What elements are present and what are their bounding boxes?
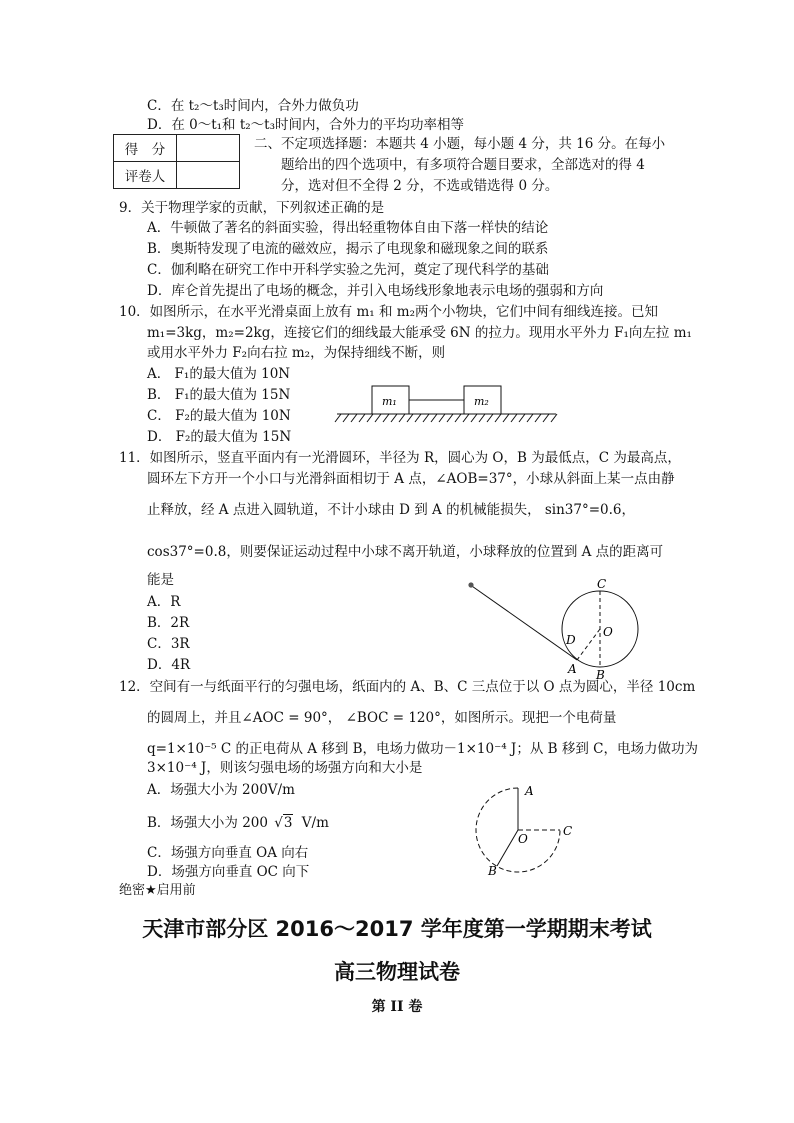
q9-stem: 9．关于物理学家的贡献，下列叙述正确的是 — [119, 200, 385, 216]
q12-option-b — [147, 814, 329, 832]
label-d: D — [566, 633, 576, 647]
sqrt-symbol: √3 — [274, 815, 293, 831]
label-c: C — [563, 824, 573, 838]
q12-option-a: A．场强大小为 200V/m — [147, 782, 295, 798]
q9-option-a: A．牛顿做了著名的斜面实验，得出轻重物体自由下落一样快的结论 — [147, 220, 549, 236]
q10-line2: m₁=3kg，m₂=2kg，连接它们的细线最大能承受 6N 的拉力。现用水平外力 F₁向左拉 m₁ — [147, 325, 692, 341]
q10-option-d: D． F₂的最大值为 15N — [147, 429, 292, 445]
label-b: B — [488, 864, 497, 878]
q9-option-d: D．库仑首先提出了电场的概念，并引入电场线形象地表示电场的强弱和方向 — [147, 283, 604, 299]
q8-option-c: C．在 t₂～t₃时间内，合外力做负功 — [147, 98, 359, 114]
grader-cell — [177, 162, 240, 189]
q10-line3: 或用水平外力 F₂向右拉 m₂，为保持细线不断，则 — [147, 345, 446, 361]
score-cell — [177, 135, 240, 162]
label-a: A — [525, 784, 534, 798]
q10-figure — [335, 382, 560, 424]
q12-line1: 12．空间有一与纸面平行的匀强电场，纸面内的 A、B、C 三点位于以 O 点为圆心，半径 10cm — [119, 679, 696, 695]
q12-option-b-text: B．场强大小为 200 — [147, 815, 268, 831]
radicand: 3 — [283, 815, 293, 831]
label-a: A — [568, 662, 577, 676]
score-label: 得 分 — [114, 135, 177, 162]
q11-figure — [455, 576, 655, 682]
grader-label: 评卷人 — [114, 162, 177, 189]
q11-option-c: C．3R — [147, 636, 190, 652]
q9-option-b: B．奥斯特发现了电流的磁效应，揭示了电现象和磁现象之间的联系 — [147, 241, 549, 257]
q12-option-c: C．场强方向垂直 OA 向右 — [147, 845, 309, 861]
exam-title: 天津市部分区 2016～2017 学年度第一学期期末考试 — [142, 917, 652, 941]
section2-line1: 二、不定项选择题：本题共 4 小题，每小题 4 分，共 16 分。在每小 — [254, 136, 666, 152]
q8-option-d: D．在 0～t₁和 t₂～t₃时间内，合外力的平均功率相等 — [147, 117, 465, 133]
section2-line2: 题给出的四个选项中，有多项符合题目要求，全部选对的得 4 — [281, 157, 645, 173]
q10-option-c: C． F₂的最大值为 10N — [147, 408, 291, 424]
q9-option-c: C．伽利略在研究工作中开科学实验之先河，奠定了现代科学的基础 — [147, 262, 549, 278]
q12-figure — [478, 780, 588, 880]
label-o: O — [603, 625, 613, 639]
secret-label: 绝密★启用前 — [119, 883, 196, 898]
score-table — [113, 134, 240, 189]
q11-line3: 止释放，经 A 点进入圆轨道，不计小球由 D 到 A 的机械能损失， sin37°=0.6， — [147, 502, 636, 518]
q11-option-b: B．2R — [147, 615, 190, 631]
q11-line2: 圆环左下方开一个小口与光滑斜面相切于 A 点，∠AOB=37°，小球从斜面上某一点由静 — [147, 471, 675, 487]
label-m1: m₁ — [382, 395, 397, 408]
q12-option-d: D．场强方向垂直 OC 向下 — [147, 864, 310, 880]
q11-option-d: D．4R — [147, 657, 191, 673]
q12-line3: q=1×10⁻⁵ C 的正电荷从 A 移到 B，电场力做功－1×10⁻⁴ J；从 B 移到 C，电场力做功为 — [147, 741, 698, 757]
q10-option-b: B． F₁的最大值为 15N — [147, 387, 291, 403]
unit-vm: V/m — [301, 815, 329, 831]
label-c: C — [597, 577, 607, 591]
q12-line2: 的圆周上，并且∠AOC = 90°， ∠BOC = 120°，如图所示。现把一个电荷量 — [147, 710, 617, 726]
q10-option-a: A． F₁的最大值为 10N — [147, 366, 291, 382]
q11-line4: cos37°=0.8，则要保证运动过程中小球不离开轨道，小球释放的位置到 A 点的距离可 — [147, 544, 664, 560]
q11-line5: 能是 — [147, 572, 174, 588]
q11-line1: 11．如图所示，竖直平面内有一光滑圆环，半径为 R，圆心为 O，B 为最低点，C 为最高点， — [119, 450, 681, 466]
volume-label: 第 II 卷 — [371, 999, 423, 1015]
label-b: B — [596, 668, 605, 682]
q12-line4: 3×10⁻⁴ J，则该匀强电场的场强方向和大小是 — [147, 760, 423, 776]
label-m2: m₂ — [474, 395, 489, 408]
exam-subtitle: 高三物理试卷 — [334, 960, 460, 984]
q11-option-a: A．R — [147, 594, 181, 610]
label-o: O — [518, 832, 528, 846]
q10-line1: 10．如图所示，在水平光滑桌面上放有 m₁ 和 m₂两个小物块，它们中间有细线连接。已知 — [119, 304, 658, 320]
section2-line3: 分，选对但不全得 2 分，不选或错选得 0 分。 — [281, 178, 559, 194]
